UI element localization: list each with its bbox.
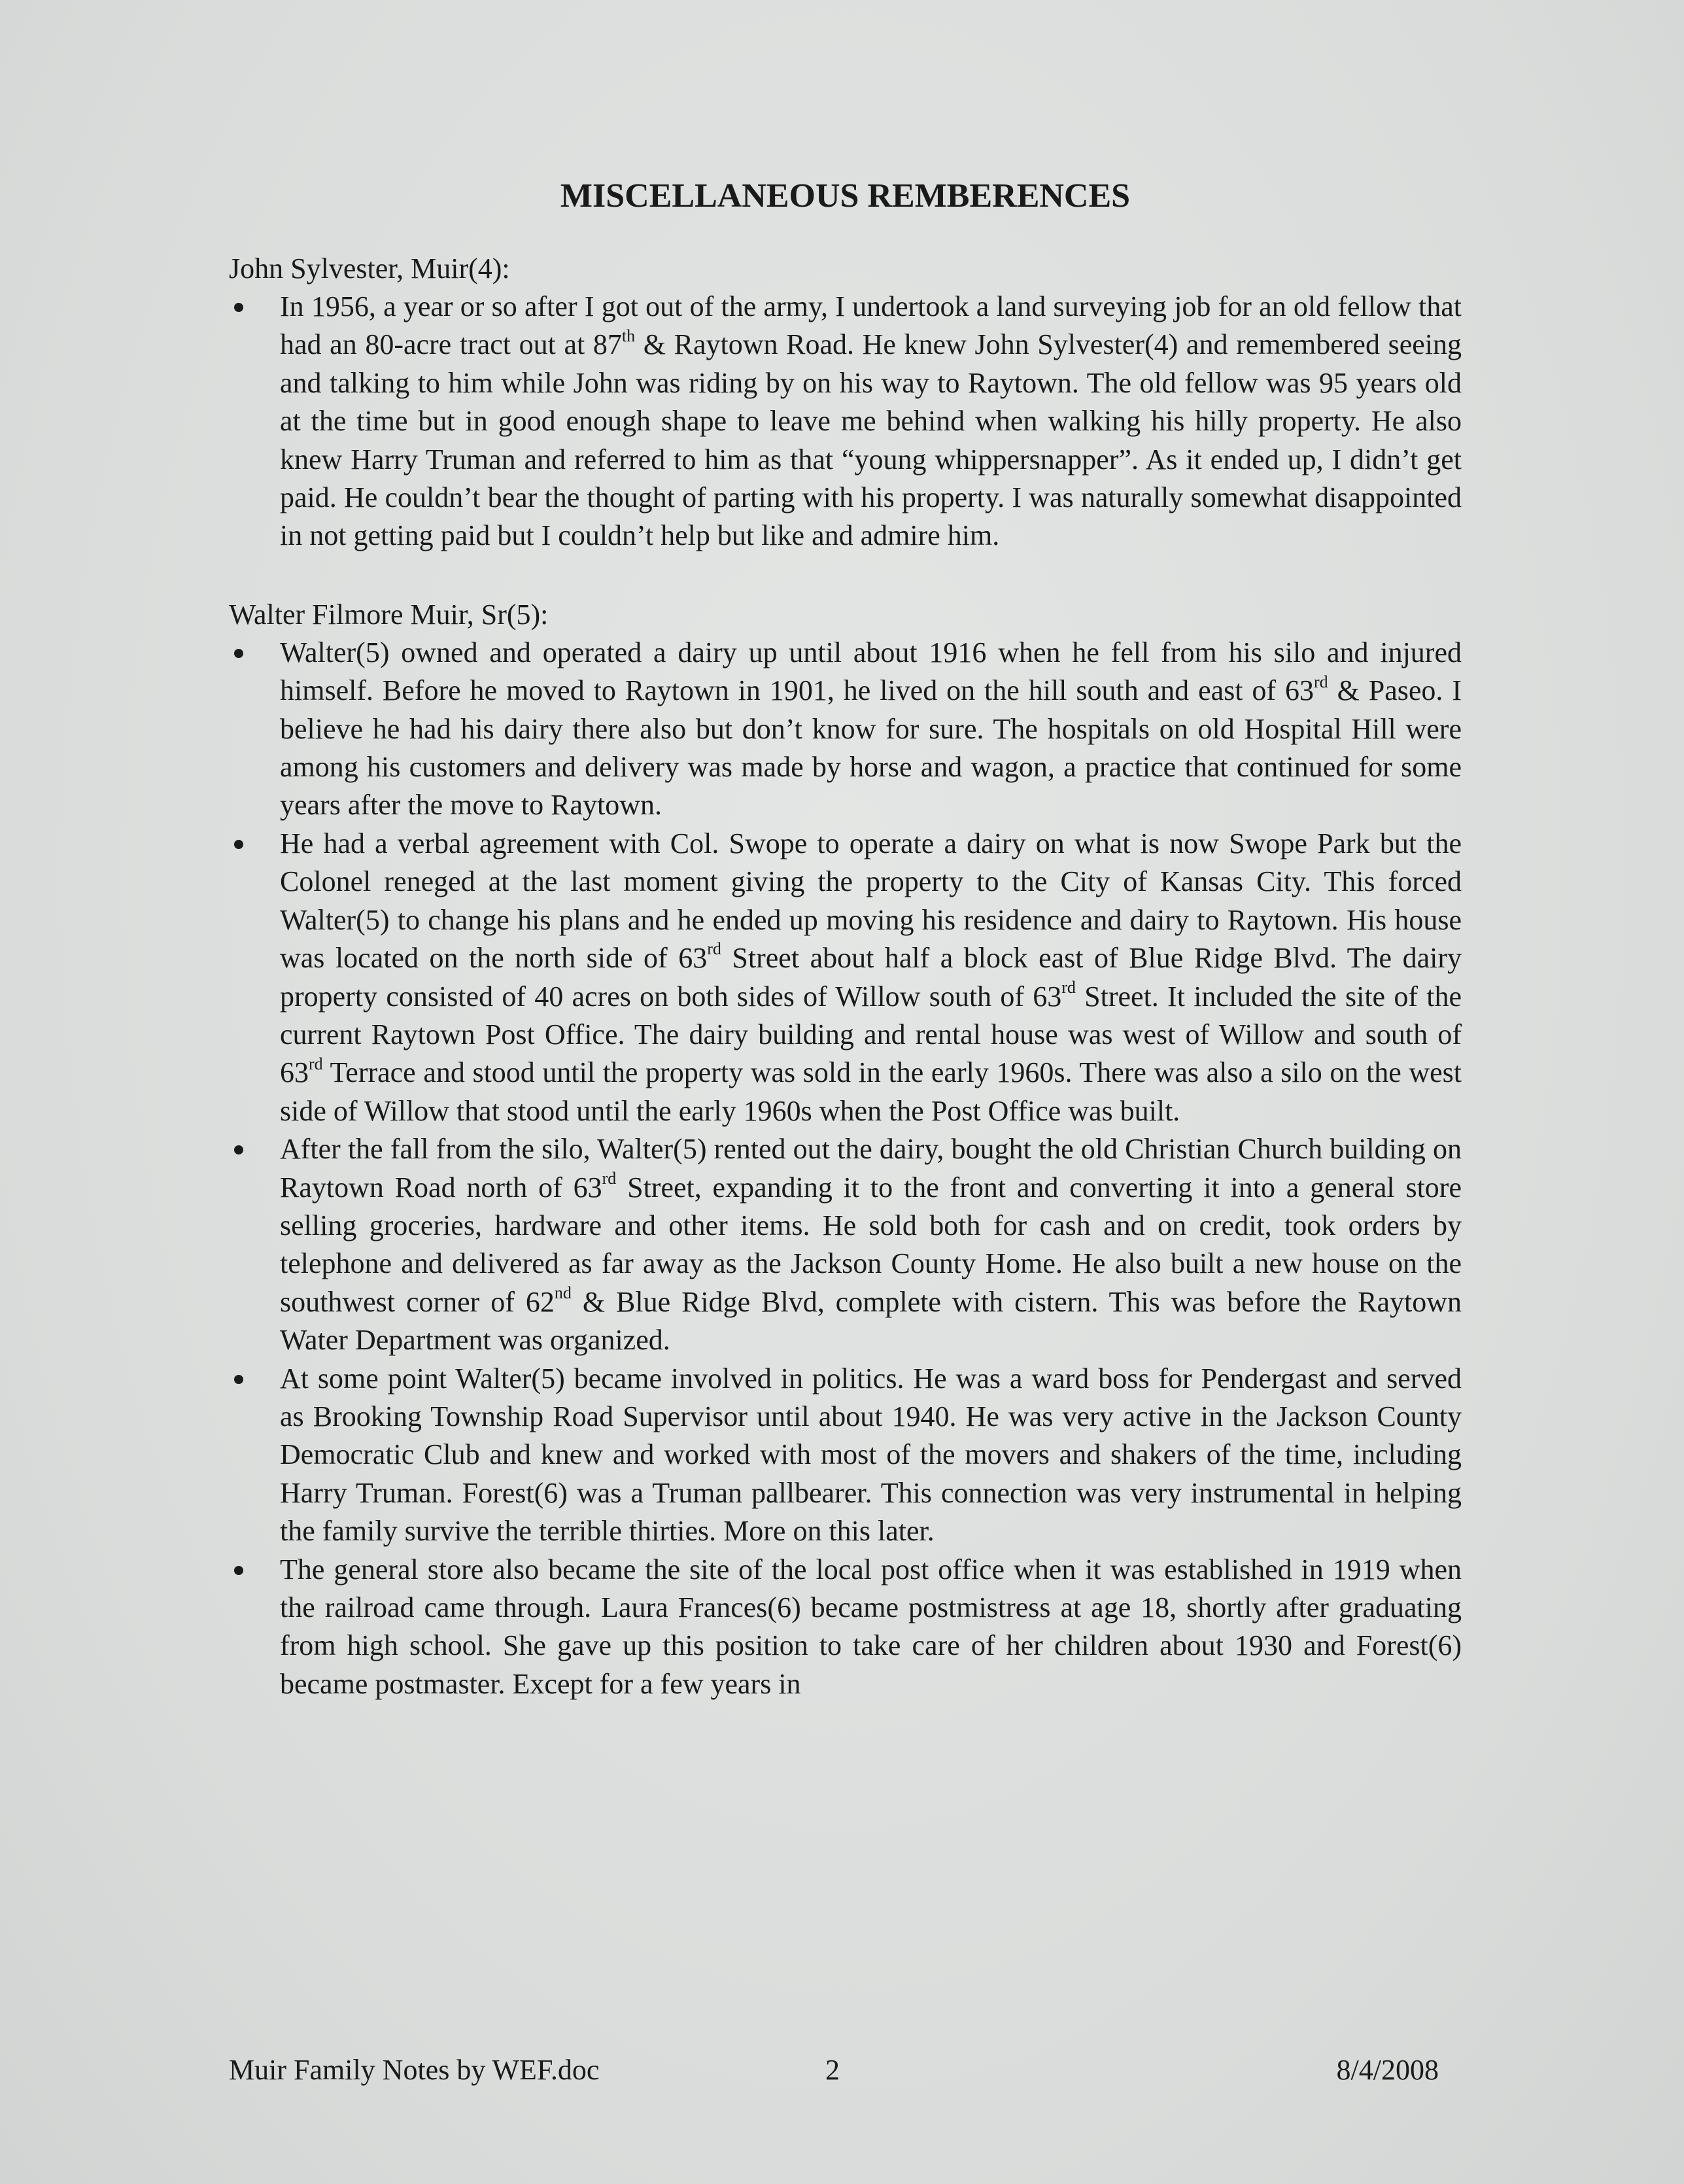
list-item — [229, 1130, 1462, 1359]
section-john-sylvester — [229, 250, 1462, 555]
bullet-icon — [234, 1375, 243, 1384]
ordinal-suffix: th — [621, 326, 636, 345]
item-text: Street. It included the site of the current Raytown Post Office. The dairy building and rental house was west of Willow and south of 63 — [280, 980, 1462, 1089]
bullet-list — [229, 634, 1462, 1703]
ordinal-suffix: rd — [309, 1054, 323, 1073]
section-walter-filmore — [229, 596, 1462, 1703]
page-content — [229, 177, 1462, 1703]
bullet-icon — [234, 1145, 243, 1154]
section-gap — [229, 555, 1462, 596]
item-text: & Blue Ridge Blvd, complete with cistern. This was before the Raytown Water Department was organized. — [280, 1285, 1462, 1357]
page-title: MISCELLANEOUS REMBERENCES — [560, 177, 1131, 215]
ordinal-suffix: rd — [707, 939, 721, 959]
section-heading: John Sylvester, Muir(4): — [229, 252, 510, 285]
footer-filename: Muir Family Notes by WEF.doc — [229, 2054, 600, 2086]
list-item — [229, 1360, 1462, 1551]
section-heading: Walter Filmore Muir, Sr(5): — [229, 598, 549, 631]
item-text: He had a verbal agreement with Col. Swope to operate a dairy on what is now Swope Park but the Colonel reneged at the last moment giving the property to the City of Kansas City. This forced Walter(5) to change his plans and he ended up moving his residence and dairy to Raytown. His house was located on the north side of 63 — [280, 827, 1462, 975]
footer-date: 8/4/2008 — [1336, 2054, 1439, 2086]
ordinal-suffix: rd — [1314, 672, 1328, 691]
item-text: Street, expanding it to the front and converting it into a general store selling groceries, hardware and other items. He sold both for cash and on credit, took orders by telephone and delivered as far away as the Jackson County Home. He also built a new house on the southwest corner of 62 — [280, 1171, 1462, 1318]
item-text: Walter(5) owned and operated a dairy up until about 1916 when he fell from his silo and injured himself. Before he moved to Raytown in 1901, he lived on the hill south and east of 63 — [280, 636, 1462, 707]
item-text: After the fall from the silo, Walter(5) rented out the dairy, bought the old Christian Church building on Raytown Road north of 63 — [280, 1133, 1462, 1204]
list-item — [229, 1551, 1462, 1704]
list-item — [229, 825, 1462, 1130]
bullet-icon — [234, 840, 243, 849]
item-text: The general store also became the site of the local post office when it was established in 1919 when the railroad came through. Laura Frances(6) became postmistress at age 18, shortly after graduating from high school. She gave up this position to take care of her children about 1930 and Forest(6) became postmaster. Except for a few years in — [280, 1553, 1462, 1700]
page-footer — [229, 2051, 1439, 2090]
item-text: & Paseo. I believe he had his dairy there also but don’t know for sure. The hospitals on old Hospital Hill were among his customers and delivery was made by horse and wagon, a practice that continued for some years after the move to Raytown. — [280, 674, 1462, 822]
footer-page-number: 2 — [825, 2054, 840, 2086]
list-item — [229, 288, 1462, 555]
item-text: & Raytown Road. He knew John Sylvester(4) and remembered seeing and talking to him while John was riding by on his way to Raytown. The old fellow was 95 years old at the time but in good enough shape to leave me behind when walking his hilly property. He also knew Harry Truman and referred to him as that “young whippersnapper”. As it ended up, I didn’t get paid. He couldn’t bear the thought of parting with his property. I was naturally somewhat disappointed in not getting paid but I couldn’t help but like and admire him. — [280, 328, 1462, 552]
list-item — [229, 634, 1462, 825]
ordinal-suffix: rd — [1061, 977, 1076, 997]
item-text: In 1956, a year or so after I got out of the army, I undertook a land surveying job for an old fellow that had an 80-acre tract out at 87 — [280, 290, 1462, 361]
ordinal-suffix: rd — [602, 1168, 617, 1188]
item-text: Street about half a block east of Blue Ridge Blvd. The dairy property consisted of 40 acres on both sides of Willow south of 63 — [280, 942, 1462, 1013]
bullet-icon — [234, 303, 243, 312]
bullet-icon — [234, 649, 243, 658]
bullet-icon — [234, 1566, 243, 1575]
ordinal-suffix: nd — [554, 1283, 572, 1303]
item-text: Terrace and stood until the property was sold in the early 1960s. There was also a silo on the west side of Willow that stood until the early 1960s when the Post Office was built. — [280, 1056, 1462, 1127]
bullet-list — [229, 288, 1462, 555]
item-text: At some point Walter(5) became involved in politics. He was a ward boss for Pendergast and served as Brooking Township Road Supervisor until about 1940. He was very active in the Jackson County Democratic Club and knew and worked with most of the movers and shakers of the time, including Harry Truman. Forest(6) was a Truman pallbearer. This connection was very instrumental in helping the family survive the terrible thirties. More on this later. — [280, 1362, 1462, 1548]
